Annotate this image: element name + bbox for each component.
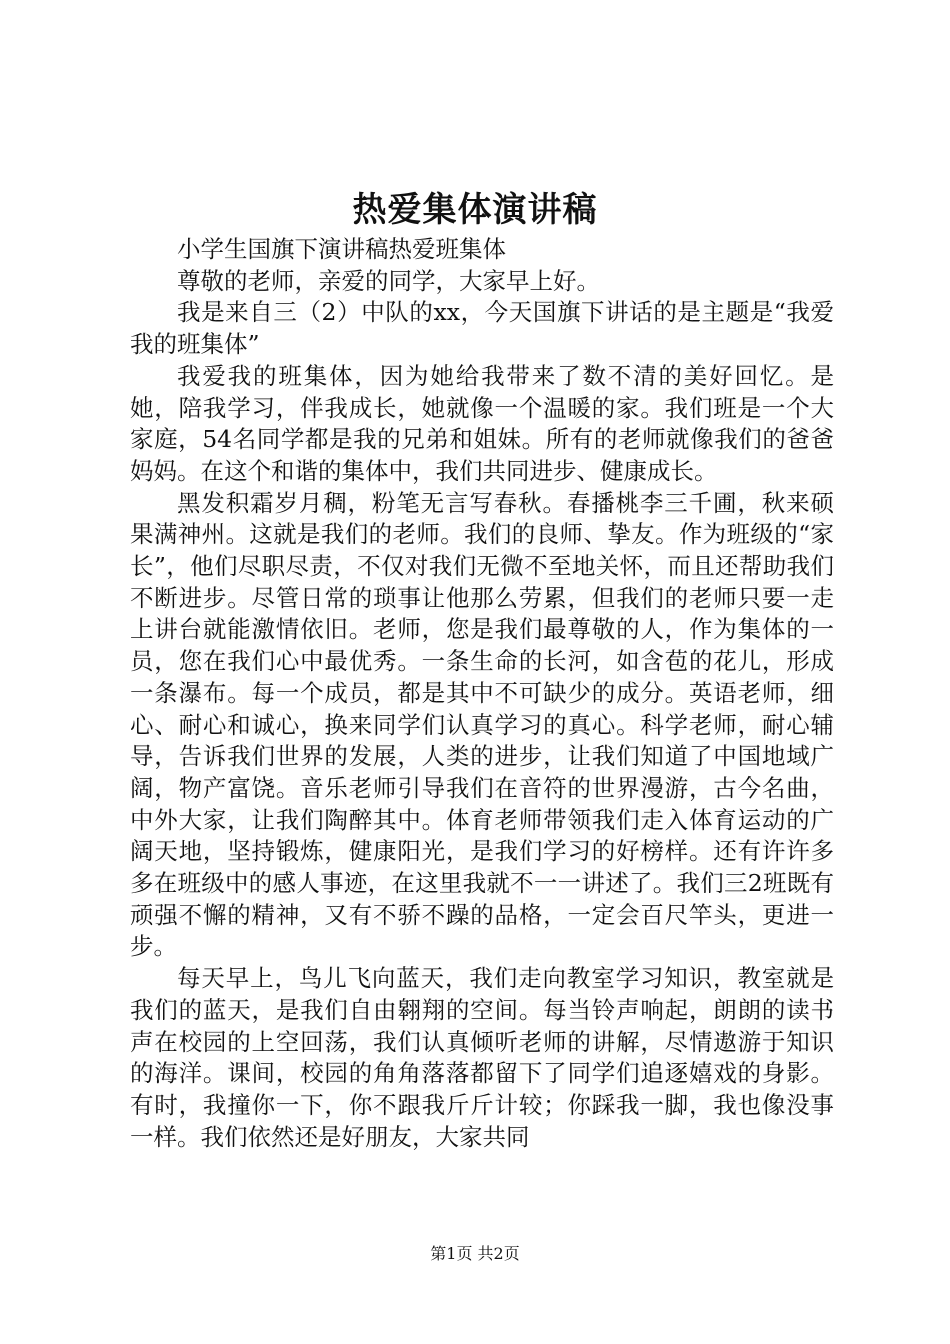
paragraph-greeting: 尊敬的老师，亲爱的同学，大家早上好。 xyxy=(177,266,600,295)
paragraph-intro: 我是来自三（2）中队的xx，今天国旗下讲话的是主题是“我爱我的班集体” xyxy=(130,298,834,359)
paragraph-daily: 每天早上，鸟儿飞向蓝天，我们走向教室学习知识，教室就是我们的蓝天，是我们自由翱翔的空间。每当铃声响起，朗朗的读书声在校园的上空回荡，我们认真倾听老师的讲解，尽情遨游于知识的海洋。课间，校园的角角落落都留下了同学们追逐嬉戏的身影。有时，我撞你一下，你不跟我斤斤计较；你踩我一脚，我也像没事一样。我们依然还是好朋友，大家共同 xyxy=(130,964,834,1151)
paragraph-subtitle: 小学生国旗下演讲稿热爱班集体 xyxy=(177,235,506,263)
paragraph-teachers: 黑发积霜岁月稠，粉笔无言写春秋。春播桃李三千圃，秋来硕果满神州。这就是我们的老师。我们的良师、挚友。作为班级的“家长”，他们尽职尽责，不仅对我们无微不至地关怀，而且还帮助我们不断进步。尽管日常的琐事让他那么劳累，但我们的老师只要一走上讲台就能激情依旧。老师，您是我们最尊敬的人，作为集体的一员，您在我们心中最优秀。一条生命的长河，如含苞的花儿，形成一条瀑布。每一个成员，都是其中不可缺少的成分。英语老师，细心、耐心和诚心，换来同学们认真学习的真心。科学老师，耐心辅导，告诉我们世界的发展，人类的进步，让我们知道了中国地域广阔，物产富饶。音乐老师引导我们在音符的世界漫游，古今名曲，中外大家，让我们陶醉其中。体育老师带领我们走入体育运动的广阔天地，坚持锻炼，健康阳光，是我们学习的好榜样。还有许许多多在班级中的感人事迹，在这里我就不一一讲述了。我们三2班既有顽强不懈的精神，又有不骄不躁的品格，一定会百尺竿头，更进一步。 xyxy=(130,488,834,961)
document-body xyxy=(130,234,834,1153)
page-footer: 第1页 共2页 xyxy=(430,1244,520,1263)
paragraph-class: 我爱我的班集体，因为她给我带来了数不清的美好回忆。是她，陪我学习，伴我成长，她就像一个温暖的家。我们班是一个大家庭，54名同学都是我的兄弟和姐妹。所有的老师就像我们的爸爸妈妈。在这个和谐的集体中，我们共同进步、健康成长。 xyxy=(130,361,834,485)
document-title: 热爱集体演讲稿 xyxy=(352,190,598,230)
